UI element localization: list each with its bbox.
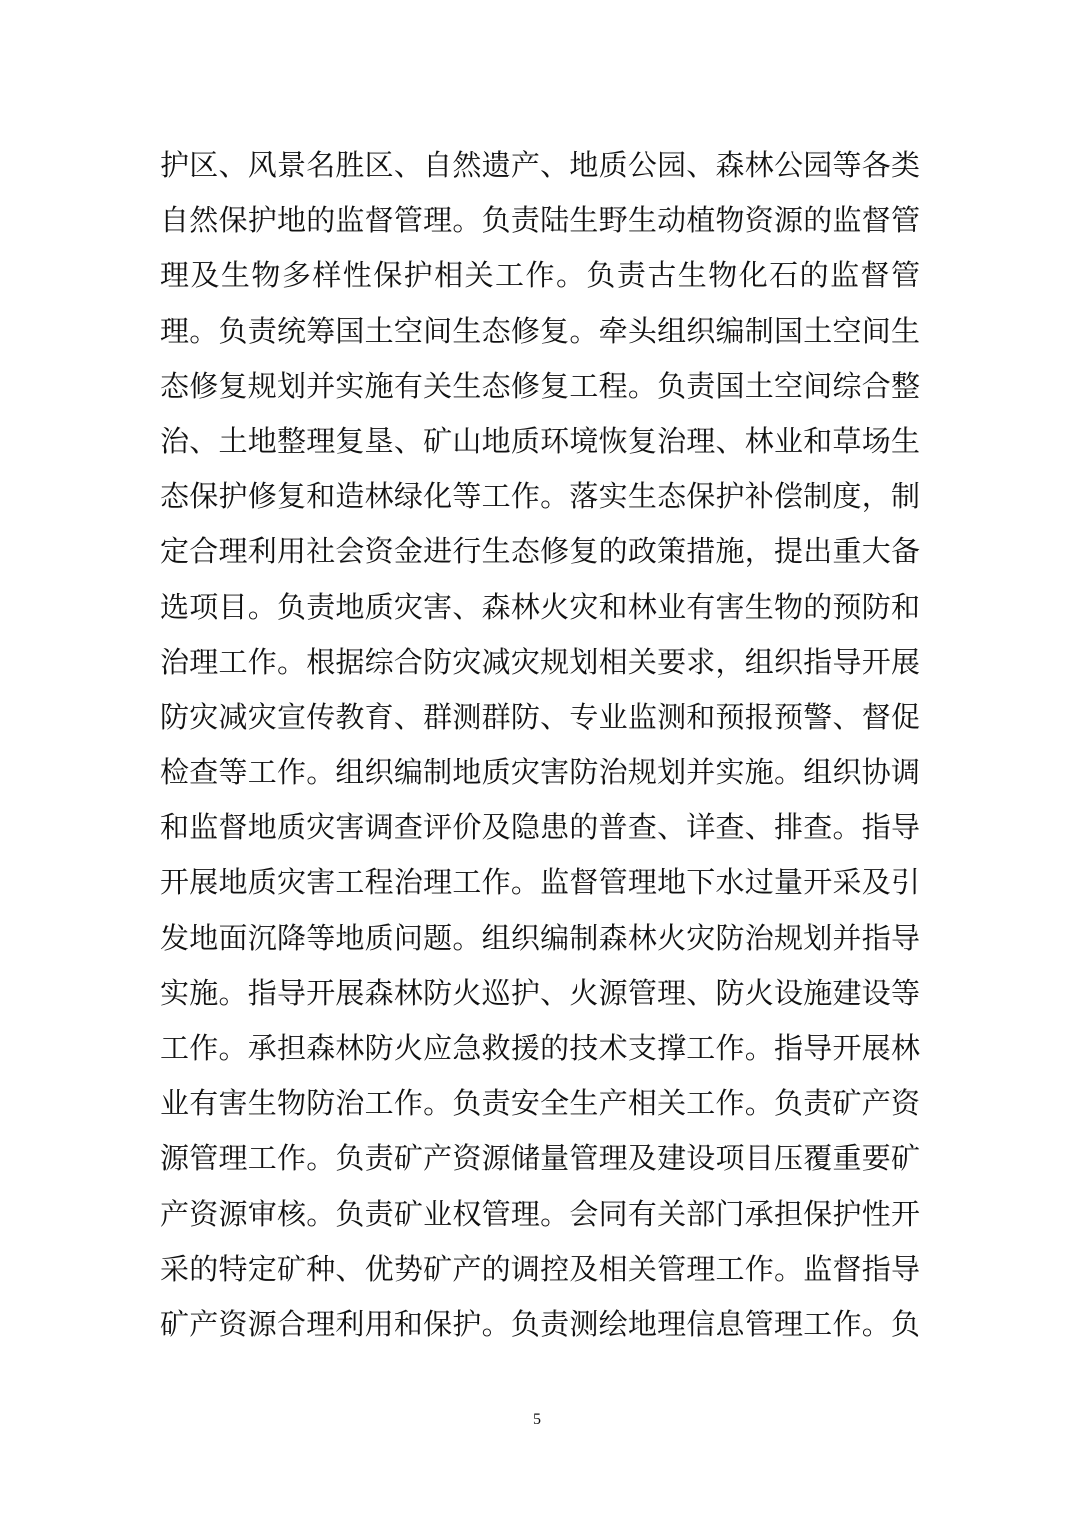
text-line: 理。负责统筹国土空间生态修复。牵头组织编制国土空间生: [160, 313, 920, 348]
text-line: 护区、风景名胜区、自然遗产、地质公园、森林公园等各类: [160, 148, 920, 182]
text-line: 源管理工作。负责矿产资源储量管理及建设项目压覆重要矿: [160, 1141, 920, 1176]
text-line: 态保护修复和造林绿化等工作。落实生态保护补偿制度，制: [160, 479, 920, 514]
text-line: 工作。承担森林防火应急救援的技术支撑工作。指导开展林: [160, 1031, 920, 1065]
text-line: 发地面沉降等地质问题。组织编制森林火灾防治规划并指导: [160, 920, 920, 955]
page-number: 5: [533, 1411, 541, 1428]
text-line: 实施。指导开展森林防火巡护、火源管理、防火设施建设等: [160, 975, 920, 1010]
text-line: 检查等工作。组织编制地质灾害防治规划并实施。组织协调: [160, 755, 920, 790]
text-line: 采的特定矿种、优势矿产的调控及相关管理工作。监督指导: [160, 1251, 920, 1286]
text-line: 治理工作。根据综合防灾减灾规划相关要求，组织指导开展: [160, 644, 920, 679]
text-line: 态修复规划并实施有关生态修复工程。负责国土空间综合整: [160, 368, 920, 403]
text-line: 自然保护地的监督管理。负责陆生野生动植物资源的监督管: [160, 203, 920, 238]
text-line: 理及生物多样性保护相关工作。负责古生物化石的监督管: [160, 258, 920, 293]
body-text: [160, 138, 920, 1352]
text-line: 业有害生物防治工作。负责安全生产相关工作。负责矿产资: [160, 1086, 920, 1121]
text-line: 矿产资源合理利用和保护。负责测绘地理信息管理工作。负: [160, 1306, 920, 1341]
text-line: 治、土地整理复垦、矿山地质环境恢复治理、林业和草场生: [160, 423, 920, 458]
text-line: 产资源审核。负责矿业权管理。会同有关部门承担保护性开: [160, 1196, 920, 1231]
text-line: 选项目。负责地质灾害、森林火灾和林业有害生物的预防和: [160, 589, 920, 624]
text-line: 开展地质灾害工程治理工作。监督管理地下水过量开采及引: [160, 865, 920, 900]
text-line: 防灾减灾宣传教育、群测群防、专业监测和预报预警、督促: [160, 699, 920, 734]
text-line: 和监督地质灾害调查评价及隐患的普查、详查、排查。指导: [160, 810, 920, 845]
text-line: 定合理利用社会资金进行生态修复的政策措施，提出重大备: [160, 534, 920, 569]
